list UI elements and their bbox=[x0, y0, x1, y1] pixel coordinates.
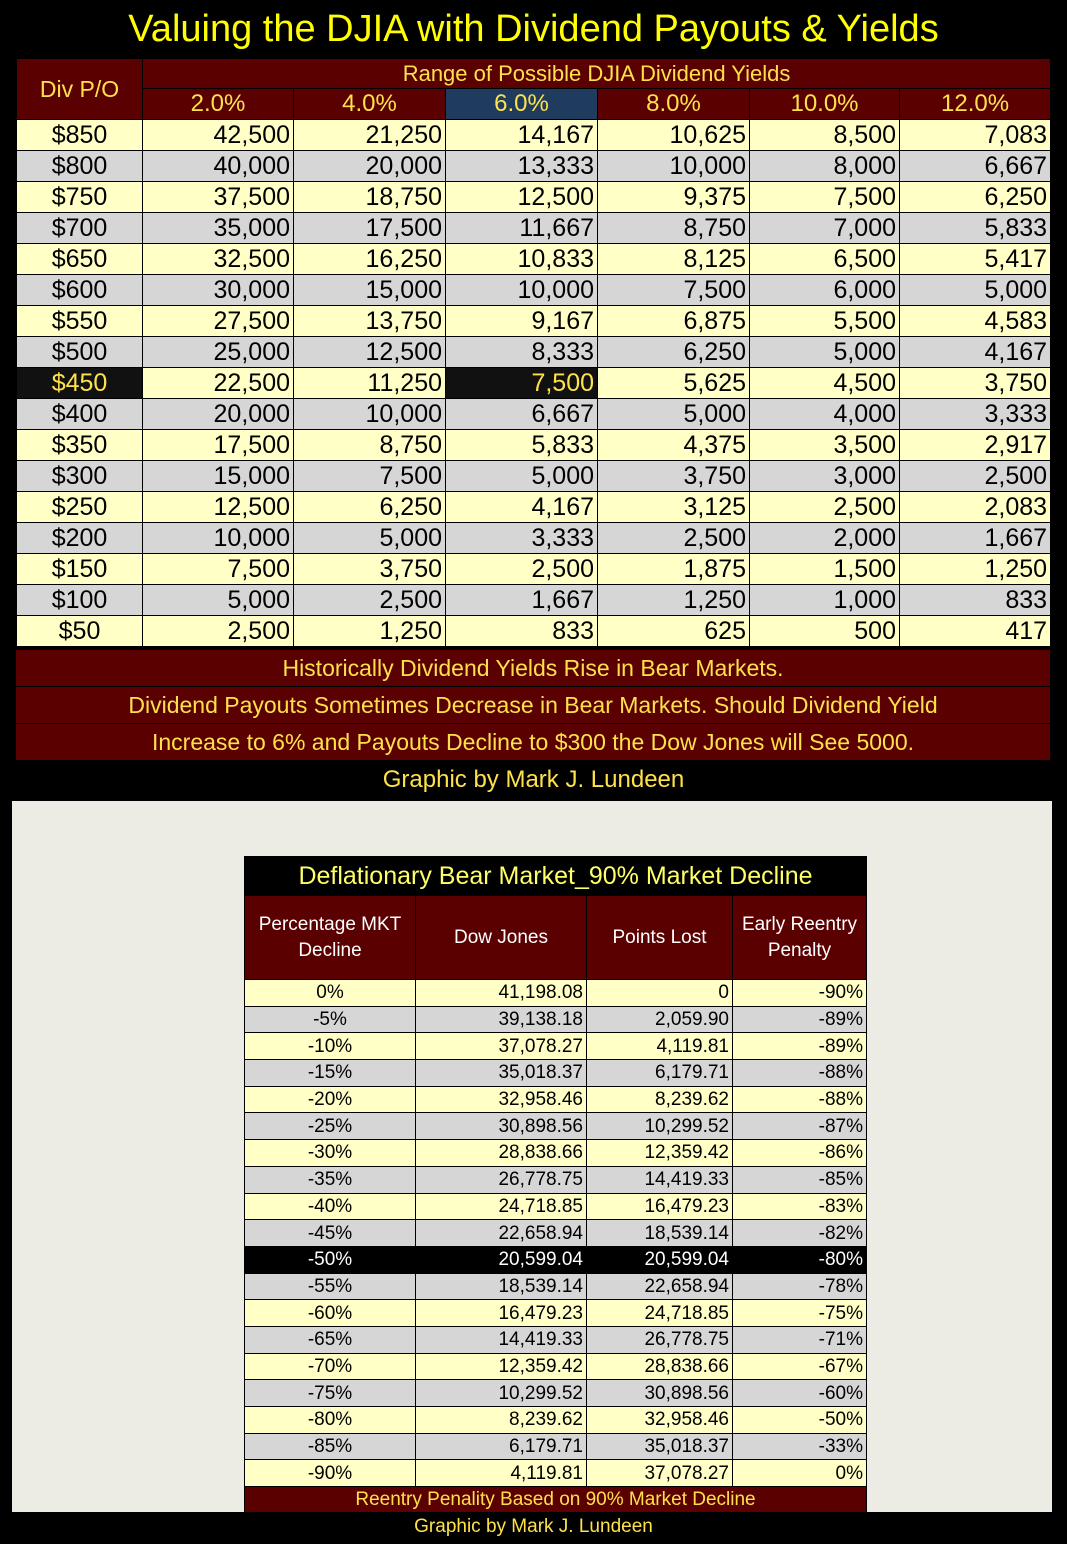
dow-value-cell: 6,875 bbox=[598, 306, 750, 337]
dow-value-cell: 3,750 bbox=[900, 368, 1051, 399]
dow-value-cell: 4,500 bbox=[750, 368, 900, 399]
decline-percent-cell: -60% bbox=[245, 1300, 416, 1327]
dow-value-cell: 13,333 bbox=[446, 151, 598, 182]
dow-value-cell: 6,500 bbox=[750, 244, 900, 275]
points-lost-cell: 37,078.27 bbox=[587, 1460, 733, 1487]
dow-value-cell: 15,000 bbox=[143, 461, 294, 492]
dow-jones-cell: 6,179.71 bbox=[416, 1433, 587, 1460]
dow-value-cell: 42,500 bbox=[143, 120, 294, 151]
points-lost-cell: 28,838.66 bbox=[587, 1353, 733, 1380]
dow-value-cell: 8,500 bbox=[750, 120, 900, 151]
points-lost-cell: 22,658.94 bbox=[587, 1273, 733, 1300]
dow-value-cell: 6,000 bbox=[750, 275, 900, 306]
dow-value-cell: 5,417 bbox=[900, 244, 1051, 275]
decline-percent-cell: -55% bbox=[245, 1273, 416, 1300]
yield-column-header: 2.0% bbox=[143, 89, 294, 120]
dow-value-cell: 2,500 bbox=[598, 523, 750, 554]
dividend-payout-cell: $400 bbox=[17, 399, 143, 430]
table-row bbox=[17, 399, 1051, 430]
dow-value-cell: 10,000 bbox=[143, 523, 294, 554]
column-header-points-lost: Points Lost bbox=[587, 896, 733, 980]
table-row bbox=[245, 1113, 867, 1140]
table-row-highlighted bbox=[245, 1246, 867, 1273]
reentry-penalty-cell: -85% bbox=[733, 1166, 867, 1193]
dividend-payout-cell: $50 bbox=[17, 616, 143, 647]
note-line-2: Dividend Payouts Sometimes Decrease in Bear Markets. Should Dividend Yield bbox=[16, 687, 1050, 723]
dow-value-cell: 10,625 bbox=[598, 120, 750, 151]
dow-value-cell: 20,000 bbox=[143, 399, 294, 430]
dow-value-cell: 8,750 bbox=[294, 430, 446, 461]
dow-value-cell: 5,000 bbox=[143, 585, 294, 616]
dow-value-cell: 2,500 bbox=[446, 554, 598, 585]
decline-percent-cell: -10% bbox=[245, 1033, 416, 1060]
note-line-1: Historically Dividend Yields Rise in Bear Markets. bbox=[16, 650, 1050, 686]
dow-value-cell: 5,000 bbox=[294, 523, 446, 554]
decline-percent-cell: -75% bbox=[245, 1380, 416, 1407]
dow-value-cell: 9,167 bbox=[446, 306, 598, 337]
dow-value-cell: 13,750 bbox=[294, 306, 446, 337]
decline-percent-cell: -40% bbox=[245, 1193, 416, 1220]
dow-value-cell: 7,500 bbox=[446, 368, 598, 399]
dow-value-cell: 5,833 bbox=[900, 213, 1051, 244]
decline-percent-cell: -90% bbox=[245, 1460, 416, 1487]
dividend-payout-cell: $700 bbox=[17, 213, 143, 244]
table-row bbox=[245, 1460, 867, 1487]
dow-value-cell: 7,500 bbox=[598, 275, 750, 306]
reentry-penalty-cell: -89% bbox=[733, 1033, 867, 1060]
table-row bbox=[245, 980, 867, 1007]
dow-value-cell: 8,125 bbox=[598, 244, 750, 275]
table-row bbox=[245, 1353, 867, 1380]
dow-value-cell: 21,250 bbox=[294, 120, 446, 151]
dow-value-cell: 12,500 bbox=[143, 492, 294, 523]
dow-value-cell: 37,500 bbox=[143, 182, 294, 213]
table-row bbox=[17, 337, 1051, 368]
dow-jones-cell: 35,018.37 bbox=[416, 1060, 587, 1087]
dow-jones-cell: 8,239.62 bbox=[416, 1407, 587, 1434]
table-row bbox=[17, 461, 1051, 492]
dow-value-cell: 6,250 bbox=[598, 337, 750, 368]
dow-value-cell: 1,000 bbox=[750, 585, 900, 616]
decline-percent-cell: -30% bbox=[245, 1140, 416, 1167]
dow-value-cell: 833 bbox=[900, 585, 1051, 616]
table-row bbox=[17, 275, 1051, 306]
dow-value-cell: 2,500 bbox=[294, 585, 446, 616]
dow-value-cell: 7,500 bbox=[750, 182, 900, 213]
dow-value-cell: 8,750 bbox=[598, 213, 750, 244]
dow-value-cell: 5,000 bbox=[598, 399, 750, 430]
yield-column-header: 10.0% bbox=[750, 89, 900, 120]
dow-value-cell: 10,000 bbox=[446, 275, 598, 306]
decline-percent-cell: -35% bbox=[245, 1166, 416, 1193]
dow-value-cell: 3,125 bbox=[598, 492, 750, 523]
dow-value-cell: 3,500 bbox=[750, 430, 900, 461]
dividend-payout-cell: $100 bbox=[17, 585, 143, 616]
decline-table-title: Deflationary Bear Market_90% Market Decline bbox=[245, 857, 867, 896]
reentry-penalty-cell: -90% bbox=[733, 980, 867, 1007]
reentry-penalty-cell: -60% bbox=[733, 1380, 867, 1407]
dow-value-cell: 11,250 bbox=[294, 368, 446, 399]
dow-value-cell: 17,500 bbox=[143, 430, 294, 461]
dow-value-cell: 4,167 bbox=[446, 492, 598, 523]
table-row bbox=[17, 120, 1051, 151]
reentry-penalty-cell: 0% bbox=[733, 1460, 867, 1487]
dow-value-cell: 6,250 bbox=[294, 492, 446, 523]
decline-percent-cell: -5% bbox=[245, 1006, 416, 1033]
table-row bbox=[17, 306, 1051, 337]
table-row bbox=[245, 1220, 867, 1247]
dow-value-cell: 5,000 bbox=[446, 461, 598, 492]
decline-percent-cell: -50% bbox=[245, 1246, 416, 1273]
dow-value-cell: 2,083 bbox=[900, 492, 1051, 523]
table-row-highlighted bbox=[17, 368, 1051, 399]
dow-value-cell: 14,167 bbox=[446, 120, 598, 151]
yield-column-header: 8.0% bbox=[598, 89, 750, 120]
graphic-credit-bottom: Graphic by Mark J. Lundeen bbox=[414, 1516, 653, 1537]
points-lost-cell: 30,898.56 bbox=[587, 1380, 733, 1407]
points-lost-cell: 12,359.42 bbox=[587, 1140, 733, 1167]
dow-value-cell: 17,500 bbox=[294, 213, 446, 244]
dow-value-cell: 7,083 bbox=[900, 120, 1051, 151]
points-lost-cell: 20,599.04 bbox=[587, 1246, 733, 1273]
dow-value-cell: 18,750 bbox=[294, 182, 446, 213]
dow-value-cell: 2,000 bbox=[750, 523, 900, 554]
table-row bbox=[17, 213, 1051, 244]
table-row bbox=[17, 430, 1051, 461]
decline-percent-cell: -80% bbox=[245, 1407, 416, 1434]
table-row bbox=[245, 1326, 867, 1353]
decline-percent-cell: -45% bbox=[245, 1220, 416, 1247]
reentry-penalty-cell: -67% bbox=[733, 1353, 867, 1380]
dow-jones-cell: 22,658.94 bbox=[416, 1220, 587, 1247]
dow-value-cell: 4,000 bbox=[750, 399, 900, 430]
dow-value-cell: 6,667 bbox=[446, 399, 598, 430]
dow-value-cell: 22,500 bbox=[143, 368, 294, 399]
dividend-payout-cell: $250 bbox=[17, 492, 143, 523]
dow-jones-cell: 16,479.23 bbox=[416, 1300, 587, 1327]
reentry-penalty-cell: -71% bbox=[733, 1326, 867, 1353]
yield-column-header-highlighted: 6.0% bbox=[446, 89, 598, 120]
decline-percent-cell: 0% bbox=[245, 980, 416, 1007]
dow-value-cell: 10,000 bbox=[294, 399, 446, 430]
dow-value-cell: 5,500 bbox=[750, 306, 900, 337]
reentry-penalty-cell: -80% bbox=[733, 1246, 867, 1273]
dow-value-cell: 40,000 bbox=[143, 151, 294, 182]
reentry-penalty-cell: -88% bbox=[733, 1060, 867, 1087]
dow-value-cell: 1,250 bbox=[598, 585, 750, 616]
reentry-penalty-cell: -87% bbox=[733, 1113, 867, 1140]
dow-jones-cell: 32,958.46 bbox=[416, 1086, 587, 1113]
dividend-payout-cell: $300 bbox=[17, 461, 143, 492]
points-lost-cell: 8,239.62 bbox=[587, 1086, 733, 1113]
points-lost-cell: 4,119.81 bbox=[587, 1033, 733, 1060]
dow-value-cell: 3,333 bbox=[900, 399, 1051, 430]
dow-value-cell: 1,500 bbox=[750, 554, 900, 585]
dividend-payout-cell: $350 bbox=[17, 430, 143, 461]
dow-value-cell: 625 bbox=[598, 616, 750, 647]
reentry-penalty-cell: -33% bbox=[733, 1433, 867, 1460]
decline-percent-cell: -15% bbox=[245, 1060, 416, 1087]
points-lost-cell: 35,018.37 bbox=[587, 1433, 733, 1460]
dow-value-cell: 6,667 bbox=[900, 151, 1051, 182]
points-lost-cell: 16,479.23 bbox=[587, 1193, 733, 1220]
table-row bbox=[17, 151, 1051, 182]
reentry-penalty-cell: -89% bbox=[733, 1006, 867, 1033]
column-header-reentry-penalty: Early Reentry Penalty bbox=[733, 896, 867, 980]
dow-value-cell: 3,750 bbox=[294, 554, 446, 585]
dow-value-cell: 4,375 bbox=[598, 430, 750, 461]
dow-value-cell: 500 bbox=[750, 616, 900, 647]
div-payout-header: Div P/O bbox=[17, 59, 143, 120]
column-header-dow-jones: Dow Jones bbox=[416, 896, 587, 980]
yield-range-header: Range of Possible DJIA Dividend Yields bbox=[143, 59, 1051, 89]
dow-value-cell: 3,750 bbox=[598, 461, 750, 492]
dow-value-cell: 12,500 bbox=[446, 182, 598, 213]
bear-market-decline-table bbox=[244, 856, 867, 1513]
dow-jones-cell: 20,599.04 bbox=[416, 1246, 587, 1273]
dow-value-cell: 5,625 bbox=[598, 368, 750, 399]
table-row bbox=[245, 1273, 867, 1300]
dow-value-cell: 16,250 bbox=[294, 244, 446, 275]
dow-jones-cell: 39,138.18 bbox=[416, 1006, 587, 1033]
points-lost-cell: 2,059.90 bbox=[587, 1006, 733, 1033]
dow-value-cell: 35,000 bbox=[143, 213, 294, 244]
dow-value-cell: 2,500 bbox=[143, 616, 294, 647]
yield-column-header: 4.0% bbox=[294, 89, 446, 120]
table-row bbox=[245, 1166, 867, 1193]
dow-value-cell: 4,583 bbox=[900, 306, 1051, 337]
dividend-payout-cell: $650 bbox=[17, 244, 143, 275]
dividend-payout-cell: $850 bbox=[17, 120, 143, 151]
dow-value-cell: 5,000 bbox=[900, 275, 1051, 306]
dividend-payout-cell: $800 bbox=[17, 151, 143, 182]
dow-value-cell: 4,167 bbox=[900, 337, 1051, 368]
points-lost-cell: 26,778.75 bbox=[587, 1326, 733, 1353]
dow-value-cell: 9,375 bbox=[598, 182, 750, 213]
dow-value-cell: 1,667 bbox=[446, 585, 598, 616]
dow-value-cell: 27,500 bbox=[143, 306, 294, 337]
table-row bbox=[245, 1380, 867, 1407]
points-lost-cell: 10,299.52 bbox=[587, 1113, 733, 1140]
decline-table-footer: Reentry Penality Based on 90% Market Decline bbox=[245, 1487, 867, 1513]
decline-percent-cell: -25% bbox=[245, 1113, 416, 1140]
dividend-payout-cell: $600 bbox=[17, 275, 143, 306]
dow-jones-cell: 26,778.75 bbox=[416, 1166, 587, 1193]
dow-value-cell: 11,667 bbox=[446, 213, 598, 244]
reentry-penalty-cell: -50% bbox=[733, 1407, 867, 1434]
table-row bbox=[17, 585, 1051, 616]
table-row bbox=[245, 1033, 867, 1060]
table-row bbox=[17, 182, 1051, 213]
column-header-decline: Percentage MKT Decline bbox=[245, 896, 416, 980]
table-row bbox=[245, 1140, 867, 1167]
dow-value-cell: 12,500 bbox=[294, 337, 446, 368]
table-row bbox=[245, 1006, 867, 1033]
table-row bbox=[17, 554, 1051, 585]
points-lost-cell: 14,419.33 bbox=[587, 1166, 733, 1193]
dow-jones-cell: 10,299.52 bbox=[416, 1380, 587, 1407]
dow-value-cell: 5,000 bbox=[750, 337, 900, 368]
dividend-payout-cell: $200 bbox=[17, 523, 143, 554]
page-title: Valuing the DJIA with Dividend Payouts & Yields bbox=[128, 8, 939, 50]
table-row bbox=[17, 616, 1051, 647]
dow-value-cell: 32,500 bbox=[143, 244, 294, 275]
dow-value-cell: 3,333 bbox=[446, 523, 598, 554]
dow-value-cell: 1,875 bbox=[598, 554, 750, 585]
dow-value-cell: 1,250 bbox=[900, 554, 1051, 585]
decline-percent-cell: -70% bbox=[245, 1353, 416, 1380]
decline-percent-cell: -85% bbox=[245, 1433, 416, 1460]
dow-value-cell: 25,000 bbox=[143, 337, 294, 368]
dow-value-cell: 20,000 bbox=[294, 151, 446, 182]
table-row bbox=[245, 1060, 867, 1087]
dividend-yield-table bbox=[16, 58, 1051, 647]
reentry-penalty-cell: -75% bbox=[733, 1300, 867, 1327]
dow-jones-cell: 37,078.27 bbox=[416, 1033, 587, 1060]
reentry-penalty-cell: -86% bbox=[733, 1140, 867, 1167]
dow-value-cell: 7,500 bbox=[294, 461, 446, 492]
table-row bbox=[17, 492, 1051, 523]
dow-value-cell: 5,833 bbox=[446, 430, 598, 461]
dow-value-cell: 1,667 bbox=[900, 523, 1051, 554]
dow-jones-cell: 14,419.33 bbox=[416, 1326, 587, 1353]
points-lost-cell: 24,718.85 bbox=[587, 1300, 733, 1327]
dow-value-cell: 7,500 bbox=[143, 554, 294, 585]
note-line-3: Increase to 6% and Payouts Decline to $300 the Dow Jones will See 5000. bbox=[16, 724, 1050, 760]
reentry-penalty-cell: -78% bbox=[733, 1273, 867, 1300]
points-lost-cell: 32,958.46 bbox=[587, 1407, 733, 1434]
dow-value-cell: 10,000 bbox=[598, 151, 750, 182]
dow-value-cell: 8,000 bbox=[750, 151, 900, 182]
table-row bbox=[245, 1193, 867, 1220]
dividend-payout-cell: $550 bbox=[17, 306, 143, 337]
dow-value-cell: 30,000 bbox=[143, 275, 294, 306]
graphic-credit: Graphic by Mark J. Lundeen bbox=[382, 766, 685, 793]
decline-percent-cell: -65% bbox=[245, 1326, 416, 1353]
dow-jones-cell: 28,838.66 bbox=[416, 1140, 587, 1167]
table-row bbox=[17, 523, 1051, 554]
dow-value-cell: 2,917 bbox=[900, 430, 1051, 461]
dow-value-cell: 2,500 bbox=[750, 492, 900, 523]
dividend-payout-cell: $150 bbox=[17, 554, 143, 585]
dow-jones-cell: 24,718.85 bbox=[416, 1193, 587, 1220]
dividend-payout-cell: $450 bbox=[17, 368, 143, 399]
dow-value-cell: 2,500 bbox=[900, 461, 1051, 492]
dow-value-cell: 15,000 bbox=[294, 275, 446, 306]
dividend-payout-cell: $750 bbox=[17, 182, 143, 213]
dow-jones-cell: 4,119.81 bbox=[416, 1460, 587, 1487]
dow-jones-cell: 18,539.14 bbox=[416, 1273, 587, 1300]
dow-value-cell: 3,000 bbox=[750, 461, 900, 492]
dow-value-cell: 8,333 bbox=[446, 337, 598, 368]
table-row bbox=[245, 1407, 867, 1434]
dow-value-cell: 10,833 bbox=[446, 244, 598, 275]
table-row bbox=[245, 1300, 867, 1327]
reentry-penalty-cell: -82% bbox=[733, 1220, 867, 1247]
yield-column-header: 12.0% bbox=[900, 89, 1051, 120]
dow-value-cell: 7,000 bbox=[750, 213, 900, 244]
dow-jones-cell: 41,198.08 bbox=[416, 980, 587, 1007]
reentry-penalty-cell: -88% bbox=[733, 1086, 867, 1113]
dividend-payout-cell: $500 bbox=[17, 337, 143, 368]
dow-value-cell: 1,250 bbox=[294, 616, 446, 647]
table-row bbox=[245, 1086, 867, 1113]
reentry-penalty-cell: -83% bbox=[733, 1193, 867, 1220]
points-lost-cell: 18,539.14 bbox=[587, 1220, 733, 1247]
dow-jones-cell: 12,359.42 bbox=[416, 1353, 587, 1380]
table-row bbox=[17, 244, 1051, 275]
table-row bbox=[245, 1433, 867, 1460]
dow-value-cell: 833 bbox=[446, 616, 598, 647]
points-lost-cell: 0 bbox=[587, 980, 733, 1007]
points-lost-cell: 6,179.71 bbox=[587, 1060, 733, 1087]
dow-jones-cell: 30,898.56 bbox=[416, 1113, 587, 1140]
dow-value-cell: 417 bbox=[900, 616, 1051, 647]
dow-value-cell: 6,250 bbox=[900, 182, 1051, 213]
decline-percent-cell: -20% bbox=[245, 1086, 416, 1113]
